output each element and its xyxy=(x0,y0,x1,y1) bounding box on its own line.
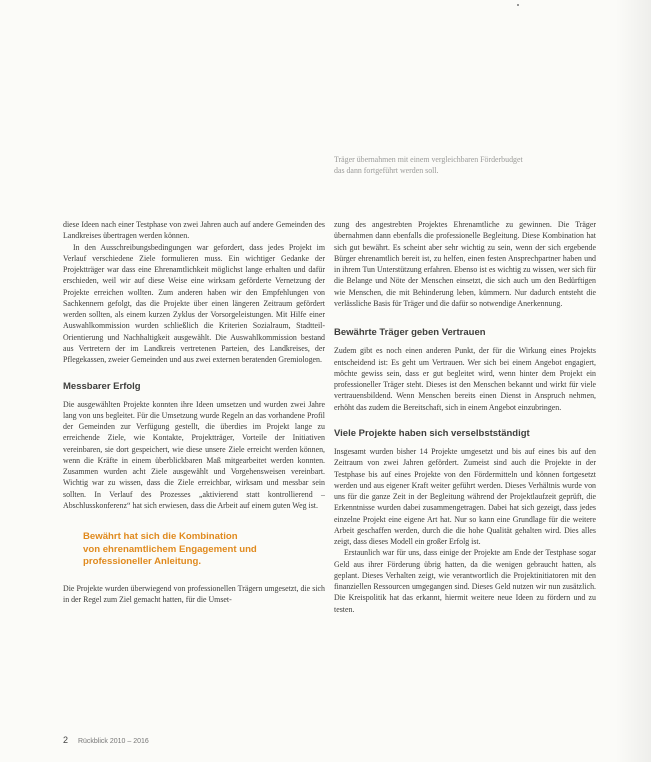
paragraph: Die Projekte wurden überwiegend von professionellen Trägern umgesetzt, die sich in der Regel zum Ziel gemacht hatten, für die Umset- xyxy=(63,583,325,604)
page-number: 2 xyxy=(63,735,69,745)
scan-speck xyxy=(517,4,519,6)
faded-line: Träger übernahmen mit einem vergleichbaren Förderbudget xyxy=(334,155,523,164)
page-footer xyxy=(63,735,149,745)
paragraph: diese Ideen nach einer Testphase von zwei Jahren auch auf andere Gemeinden des Landkreises übertragen werden können. xyxy=(63,220,325,241)
publication-title: Rückblick 2010 – 2016 xyxy=(77,738,149,745)
paragraph: Zudem gibt es noch einen anderen Punkt, der für die Wirkung eines Projekts entscheidend ist: Es geht um Vertrauen. Wer sich bei einem Angebot engagiert, möchte gewiss sein, dass er gut begleitet wird, wenn hinter dem Projekt ein professioneller Träger steht. Dieses ist den Menschen bekannt und wirkt für viele vertrauensbildend. Wenn Menschen bereits einen Dienst in Anspruch nehmen, erhöht das zudem die Bereitschaft, sich in einem Angebot einzubringen. xyxy=(334,346,596,412)
faded-line: das dann fortgeführt werden soll. xyxy=(334,166,439,176)
section-heading-bewaehrte-traeger: Bewährte Träger geben Vertrauen xyxy=(334,327,486,338)
pull-quote xyxy=(83,531,325,569)
section-heading-viele-projekte: Viele Projekte haben sich verselbstständigt xyxy=(334,427,530,439)
pull-quote-line: professioneller Anleitung. xyxy=(83,556,201,567)
paragraph: Die ausgewählten Projekte konnten ihre Ideen umsetzen und wurden zwei Jahre lang von uns begleitet. Für die Umsetzung wurde Regeln an das vorhandene Profil der Gemeinden zur Verfügung gestellt, die überdies im Projekt lange zu erreichende Ziele, wie Kontakte, Projektträger, Vorteile der Initiativen vereinbaren, sie dort gespeichert, wie diese unsere Ziele erreicht werden können, wenn die Kräfte in einem überblickbaren Maß mitgearbeitet werden konnten. Zusammen wurden acht Ziele ausgewählt und Vorgehensweisen vereinbart. Wichtig war zu wissen, dass die Ziele erreichbar, wirksam und messbar sein sollten. In Verlauf des Prozesses „aktivierend statt kontrollierend – Abschlusskonferenz“ hat sich erwiesen, dass die Arbeit auf einem guten Weg ist. xyxy=(63,399,325,510)
section-heading-messbarer-erfolg: Messbarer Erfolg xyxy=(63,381,141,393)
left-column xyxy=(63,219,325,605)
page-edge-shadow xyxy=(615,0,651,762)
paragraph: zung des angestrebten Projektes Ehrenamtliche zu gewinnen. Die Träger übernahmen dann ebenfalls die professionelle Begleitung. Diese Kombination hat sich gut bewährt. Es scheint aber sehr wichtig zu sein, wenn der sich ergebende Bürger ehrenamtlich bereit ist, zu helfen, einen festen Ansprechpartner haben und in ihrem Tun Unterstützung erfahren. Ebenso ist es wichtig zu wissen, wer sich für die Belange und Nöte der Menschen einsetzt, die sich auch um den Bedürftigen wie Menschen, die mit Behinderung leben, kümmern. Nur dadurch entsteht die verlässliche Basis für Träger und die dafür so notwendige Anerkennung. xyxy=(334,220,596,308)
right-column xyxy=(334,219,596,615)
paragraph: In den Ausschreibungsbedingungen war gefordert, dass jedes Projekt im Verlauf verschiedene Ziele formulieren muss. Ein wichtiger Gedanke der Projektträger war dass eine Ehrenamtlichkeit möglichst lange erhalten und dafür erschieden, weil wir auf diese Weise eine wirksam geförderte Vernetzung der Projekte erreichen wollten. Zum anderen haben wir den Empfehlungen von Sachkennern gefolgt, das die Projekte über einen längeren Zeitraum gefördert werden sollten, als einem kurzen Zyklus der Vorsorgeleistungen. Mit Hilfe einer Auswahlkommission wurden schließlich die Kriterien Sozialraum, Stadtteil-Orientierung und Nachhaltigkeit ausgewählt. Die Auswahlkommission bestand aus Vertretern der im Landkreis vertretenen Parteien, des Landkreises, der Pflegekassen, zweier Gemeinden und aus zwei externen beratenden Gremiologen. xyxy=(63,242,325,364)
faded-text-fragment xyxy=(334,154,596,177)
paragraph: Insgesamt wurden bisher 14 Projekte umgesetzt und bis auf eines bis auf den Zeitraum von zwei Jahren gefördert. Zumeist sind auch die Projekte in der Testphase bis auf eines Projekte von den Fördermitteln und können fortgesetzt werden und aus eigener Kraft weiter geführt werden. Dieses Verhältnis wurde von uns für die ganze Zeit in der Begleitung während der Projektlaufzeit geprüft, die Erkenntnisse wurden dabei zusammengetragen. Dabei hat sich gezeigt, dass jedes einzelne Projekt eine eigene Art hat. Nur so kann eine Grundlage für die weitere Arbeit geschaffen werden, durch die die hohe Qualität gehalten wird. Dies alles zeigt, dass dieses Modell ein großer Erfolg ist. xyxy=(334,447,596,546)
paragraph: Erstaunlich war für uns, dass einige der Projekte am Ende der Testphase sogar Geld aus ihrer Förderung übrig hatten, da die wenigen gebraucht hatten, als geplant. Dieses Verhalten zeigt, wie verantwortlich die Projektinitiatoren mit den finanziellen Ressourcen umgegangen sind. Dieses Geld nutzen wir nun zusätzlich. Die Kreispolitik hat das erkannt, hiermit weitere neue Ideen zu fördern und zu testen. xyxy=(334,548,596,614)
pull-quote-line: von ehrenamtlichem Engagement und xyxy=(83,543,257,555)
pull-quote-line: Bewährt hat sich die Kombination xyxy=(83,531,238,542)
